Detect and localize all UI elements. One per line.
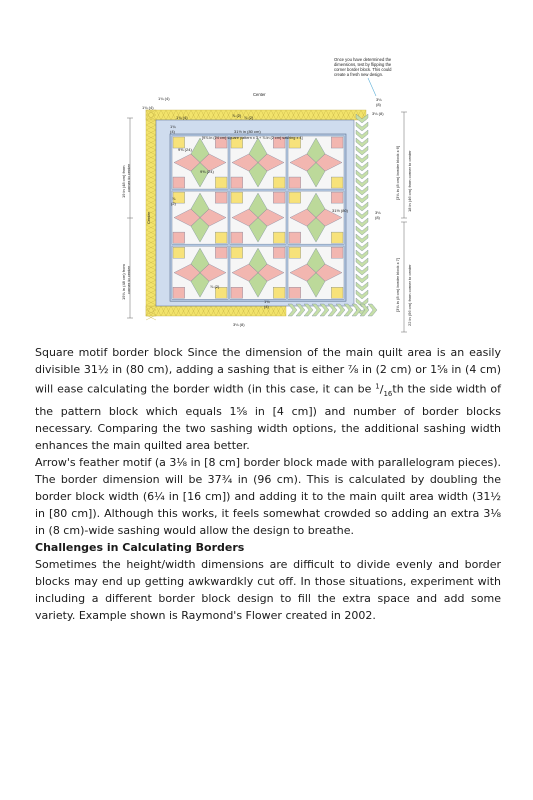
arrow-border-right [356,266,368,275]
label-left-center: Center [146,211,151,224]
arrow-border-right [356,242,368,251]
label-side-2: (4) [170,129,175,134]
callout-line-4: create a fresh new design. [334,72,384,77]
right-dimension [395,112,412,332]
label-inner-1: 1¾ (4) [176,115,188,120]
section-heading: Challenges in Calculating Borders [35,540,245,554]
block-corner [215,247,227,258]
label-left-vert-2: corner to center [126,163,131,192]
label-block-2: 9⅝ (24) [200,169,214,174]
label-bottom-2b: (4) [264,304,269,309]
block-corner [273,287,285,298]
arrow-border-right [356,138,368,147]
block-corner [215,177,227,188]
label-right-vert-4: 22 in (56 cm) from corner to center [407,264,412,326]
block-corner [273,247,285,258]
label-right-vert-2: 18 in (46 cm) from corner to center [407,150,412,212]
arrow-border-right [356,210,368,219]
label-corner-2: 3⅛ (8) [372,111,384,116]
label-right-mid: 31½ (80) [332,208,349,213]
block-corner [231,247,243,258]
block-corner [231,177,243,188]
label-right-side-1: 3⅛ [375,210,381,215]
block-corner [289,232,301,243]
block-corner [289,247,301,258]
label-side-1: 1¾ [170,124,176,129]
arrow-border-right [356,122,368,131]
label-total-width-2: [9⅞ in (24 cm) square pattern x 3 + ⅞ in (2 cm) sashing x 4] [202,136,303,140]
label-right-side-2: (8) [375,215,380,220]
arrow-border-right [356,170,368,179]
label-corner-1b: (8) [376,102,381,107]
block-corner [331,232,343,243]
arrow-border-right [356,130,368,139]
arrow-border-right [356,202,368,211]
arrow-border-right [356,226,368,235]
block-corner [331,247,343,258]
block-corner [289,287,301,298]
body-text [35,344,501,624]
block-corner [173,232,185,243]
block-corner [273,192,285,203]
label-total-width-1: 31½ in (80 cm) [234,129,261,134]
fraction-denominator: 16 [383,389,393,398]
arrow-border-bottom [368,304,377,316]
block-corner [215,232,227,243]
label-center-top: Center [253,92,266,97]
paragraph-1-part-b: th the side width of the pattern block which equals 1⅝ in [4 cm]) and number of border blocks necessary. Comparing the two sashing width options, the additional sashing width enhances the main quilted area better. [35,382,501,452]
label-border-1: 1¾ (4) [158,96,170,101]
block-corner [289,192,301,203]
label-border-2: 1¾ (4) [142,105,154,110]
block-corner [289,177,301,188]
label-right-vert-1: [3⅛ in (8 cm) border block x 6] [395,145,400,200]
label-left-vert-1: 19 in (48 cm) from [121,165,126,198]
arrow-border-right [356,162,368,171]
label-bottom-3: 3⅛ (8) [233,322,245,327]
arrow-border-right [356,274,368,283]
callout-line-3: corner border block. This could [334,67,392,72]
fraction-one-sixteenth: $^1/_{16}$ [375,382,393,398]
arrow-border-right [356,146,368,155]
block-corner [173,177,185,188]
block-corner [173,247,185,258]
arrow-border-right [356,250,368,259]
block-corner [231,287,243,298]
quilt-diagram [120,50,420,340]
label-sash-1: ⅞ (2) [232,113,242,118]
arrow-border-right [356,186,368,195]
callout-note [334,57,392,96]
block-corner [273,177,285,188]
callout-leader [368,78,376,96]
block-corner [231,232,243,243]
arrow-border-right [356,234,368,243]
fraction-numerator: 1 [375,382,380,390]
arrow-border-right [356,282,368,291]
block-corner [331,192,343,203]
label-sash-2: ⅞ (2) [244,115,254,120]
paragraph-challenges: Sometimes the height/width dimensions are difficult to divide evenly and border blocks may end up getting awkwardkly cut off. In those situations, experiment with including a different border block design to fill the extra space and add some variety. Example shown is Raymond's Flower created in 2002. [35,557,501,622]
paragraph-square-motif [35,344,501,454]
label-left-vert-4: corner to center [126,265,131,294]
paragraph-1-part-a: Square motif border block Since the dimension of the main quilt area is an easily divisible 31½ in (80 cm), adding a sashing that is either ⅞ in (2 cm) or 1⅝ in (4 cm) will ease calculating the border width (in this case, it can be [35,346,501,396]
block-corner [331,287,343,298]
callout-line-2: dimensions, test by flipping the [334,62,392,67]
arrow-border-right [356,154,368,163]
arrow-border-right [356,218,368,227]
label-right-vert-3: [3⅛ in (8 cm) border block x 7] [395,257,400,312]
arrow-border-right [356,178,368,187]
block-corner [331,137,343,148]
label-corner-1: 3⅛ [376,97,382,102]
block-corner [173,287,185,298]
label-block-1: 9⅝ (24) [178,147,192,152]
paragraph-arrows-feather: Arrow's feather motif (a 3⅛ in [8 cm] border block made with parallelogram pieces). The border dimension will be 37¾ in (96 cm). This is calculated by doubling the border block width (6¼ in [16 cm]) and adding it to the main quilt area width (31½ in [80 cm]). Although this works, it feels somewhat crowded so adding an extra 3⅛ in (8 cm)-wide sashing would allow the design to breathe. [35,455,501,537]
label-bottom-1: ⅞ (2) [210,284,220,289]
arrow-border-right [356,258,368,267]
arrow-border-right [356,194,368,203]
block-corner [231,192,243,203]
block-corner [273,232,285,243]
label-left-sash-2: (2) [171,201,176,206]
callout-line-1: Once you have determined the [334,57,392,62]
block-corner [215,192,227,203]
block-corner [331,177,343,188]
label-bottom-2: 1¾ [264,299,270,304]
label-left-vert-3: 19⅛ in (48 cm) from [121,264,126,300]
label-left-sash-1: ⅞ [172,196,176,201]
quilt-artwork [146,110,377,320]
arrow-border-right [356,290,368,299]
